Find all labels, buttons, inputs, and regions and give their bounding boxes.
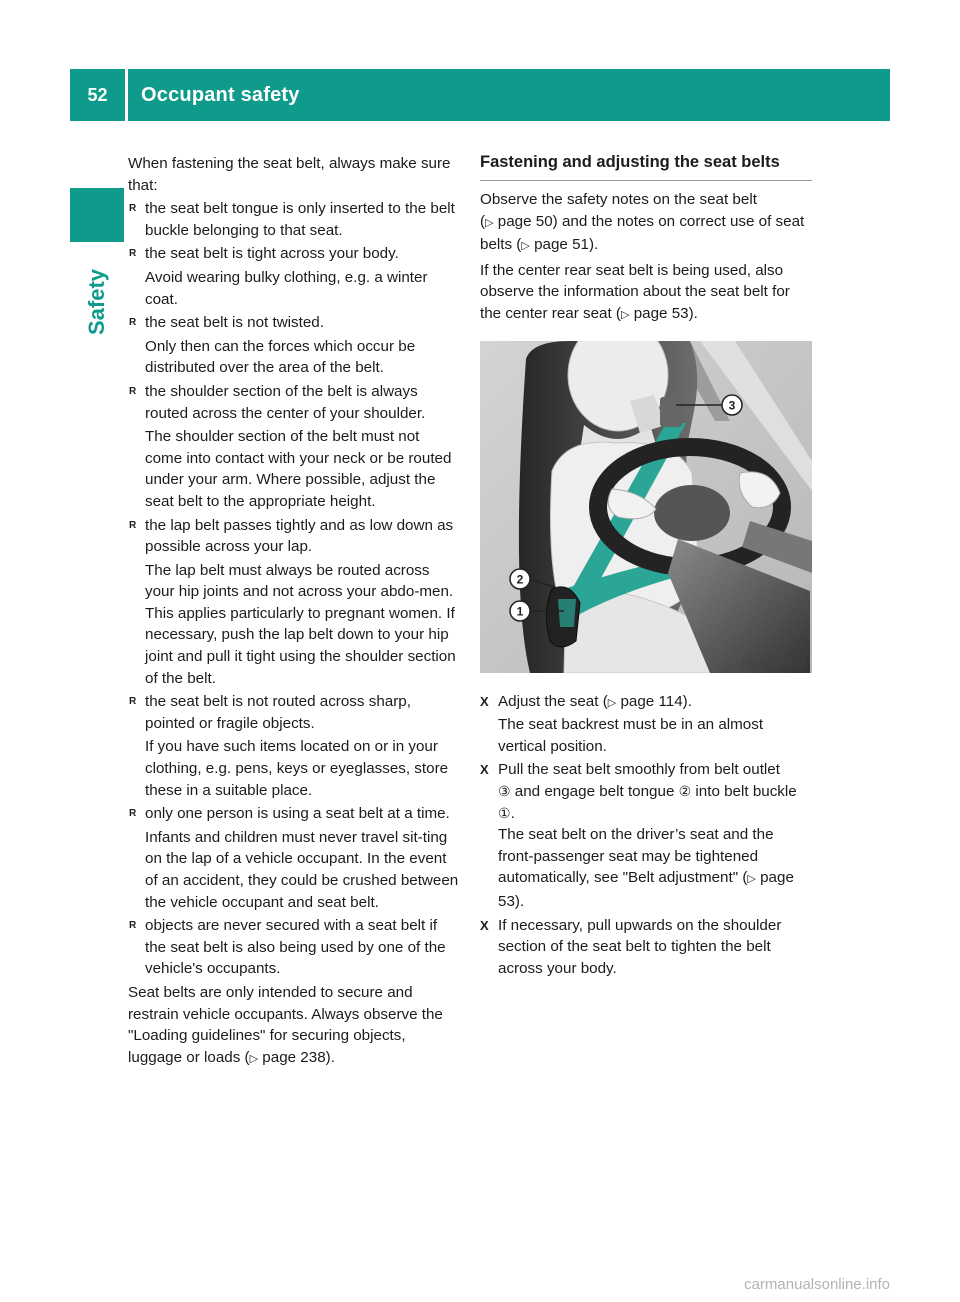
- step-arrow-icon: X: [480, 693, 489, 709]
- header-divider: [125, 69, 128, 121]
- list-item-text: objects are never secured with a seat belt if the seat belt is also being used by one of the vehicle's occupants.: [145, 917, 446, 978]
- list-item-note: Avoid wearing bulky clothing, e.g. a winter coat.: [145, 268, 428, 308]
- paragraph-text: If the center rear seat belt is being used, also observe the information about the seat belt for the center rear seat (: [480, 261, 790, 322]
- right-column: [480, 150, 812, 981]
- bullet-icon: R: [129, 920, 137, 932]
- side-tab-marker: [70, 188, 124, 242]
- checklist: [128, 198, 460, 980]
- bullet-icon: R: [129, 203, 137, 215]
- page-ref-icon: ▷: [485, 216, 494, 229]
- step-text: Pull the seat belt smoothly from belt outlet ③ and engage belt tongue ② into belt buckle ①.: [498, 761, 797, 822]
- list-item-note: If you have such items located on or in your clothing, e.g. pens, keys or eyeglasses, store these in a suitable place.: [145, 738, 449, 799]
- list-item-note: Infants and children must never travel sit-ting on the lap of a vehicle occupant. In the event of an accident, they could be crushed between the vehicle occupant and seat belt.: [145, 828, 459, 911]
- list-item: [128, 915, 460, 980]
- callout-1-icon: ①: [498, 804, 511, 821]
- step-result: The seat belt on the driver’s seat and the front-passenger seat may be tightened automatically, see "Belt adjustment" (▷ page 53).: [498, 826, 794, 910]
- step-text: If necessary, pull upwards on the shoulder section of the seat belt to tighten the belt across your body.: [498, 916, 782, 977]
- list-item-text: the lap belt passes tightly and as low down as possible across your lap.: [145, 516, 454, 556]
- list-item-text: only one person is using a seat belt at a time.: [145, 805, 450, 823]
- step-result: The seat backrest must be in an almost vertical position.: [498, 716, 764, 755]
- callout-2-icon: ②: [678, 782, 692, 799]
- step-text: Adjust the seat (▷ page 114).: [498, 692, 692, 710]
- side-tab: [62, 262, 132, 342]
- list-item-text: the seat belt is not twisted.: [145, 314, 324, 332]
- bullet-icon: R: [129, 696, 137, 708]
- list-item: [128, 198, 460, 241]
- figure-callout-1: 1: [516, 604, 524, 619]
- page-reference-link[interactable]: page 50) and the notes on correct use of seat belts (: [480, 212, 805, 254]
- paragraph-text: Observe the safety notes on the seat belt (: [480, 191, 757, 230]
- step-arrow-icon: X: [480, 762, 489, 778]
- left-column: [128, 153, 460, 1070]
- intro-paragraph: When fastening the seat belt, always make sure that:: [128, 155, 451, 194]
- instruction-step: [480, 691, 812, 758]
- list-item: [128, 691, 460, 801]
- page-reference-link[interactable]: page 53).: [498, 869, 794, 910]
- safety-note-paragraph: [480, 189, 812, 258]
- closing-paragraph: [128, 982, 460, 1070]
- bullet-icon: R: [129, 519, 137, 531]
- page-reference-link[interactable]: page 51).: [534, 236, 599, 254]
- page-ref-icon: ▷: [747, 873, 756, 886]
- instruction-step: [480, 915, 812, 980]
- list-item-text: the seat belt tongue is only inserted to the belt buckle belonging to that seat.: [145, 200, 455, 239]
- list-item-text: the shoulder section of the belt is always routed across the center of your shoulder.: [145, 382, 426, 422]
- list-item-note: The lap belt must always be routed across your hip joints and not across your abdo-men. This applies particularly to pregnant women. If necessary, push the lap belt down to your hip joint and pull it tight using the shoulder section of the belt.: [145, 561, 456, 687]
- instruction-steps: [480, 691, 812, 980]
- figure-code: P91.40-3353-31: [741, 656, 806, 667]
- instruction-step: [480, 759, 812, 912]
- bullet-icon: R: [129, 317, 137, 329]
- seat-belt-figure: [480, 341, 812, 673]
- figure-callout-2: 2: [516, 572, 524, 587]
- list-item: [128, 243, 460, 310]
- list-item: [128, 515, 460, 690]
- page-reference-link[interactable]: page 53).: [633, 304, 698, 322]
- list-item-note: Only then can the forces which occur be distributed over the area of the belt.: [145, 337, 416, 377]
- list-item-text: the seat belt is tight across your body.: [145, 245, 399, 263]
- page-reference-link[interactable]: page 114).: [620, 692, 692, 710]
- center-seat-paragraph: [480, 260, 812, 327]
- step-arrow-icon: X: [480, 917, 489, 933]
- page-ref-icon: ▷: [620, 308, 630, 321]
- callout-3-icon: ③: [498, 782, 511, 799]
- figure-callout-3: 3: [728, 398, 736, 413]
- section-heading: Fastening and adjusting the seat belts: [480, 150, 812, 181]
- closing-text: Seat belts are only intended to secure and restrain vehicle occupants. Always observe the "Loading guidelines" for securing objects, luggage or loads (: [128, 983, 443, 1066]
- page-ref-icon: ▷: [521, 240, 530, 253]
- list-item: [128, 381, 460, 513]
- page-number: 52: [87, 84, 108, 105]
- side-tab-label: Safety: [83, 268, 109, 336]
- page-title: Occupant safety: [141, 83, 300, 106]
- list-item: [128, 803, 460, 913]
- page-ref-icon: ▷: [607, 696, 617, 709]
- list-item-text: the seat belt is not routed across sharp, pointed or fragile objects.: [145, 693, 411, 732]
- list-item-note: The shoulder section of the belt must not come into contact with your neck or be routed under your arm. Where possible, adjust the seat belt to the appropriate height.: [145, 428, 452, 510]
- page-reference-link[interactable]: page 238).: [262, 1048, 335, 1066]
- page-ref-icon: ▷: [249, 1052, 259, 1065]
- watermark: carmanualsonline.info: [744, 1276, 890, 1293]
- bullet-icon: R: [129, 248, 137, 260]
- bullet-icon: R: [129, 808, 137, 820]
- bullet-icon: R: [129, 385, 137, 397]
- list-item: [128, 312, 460, 379]
- seat-belt-illustration: [480, 341, 812, 673]
